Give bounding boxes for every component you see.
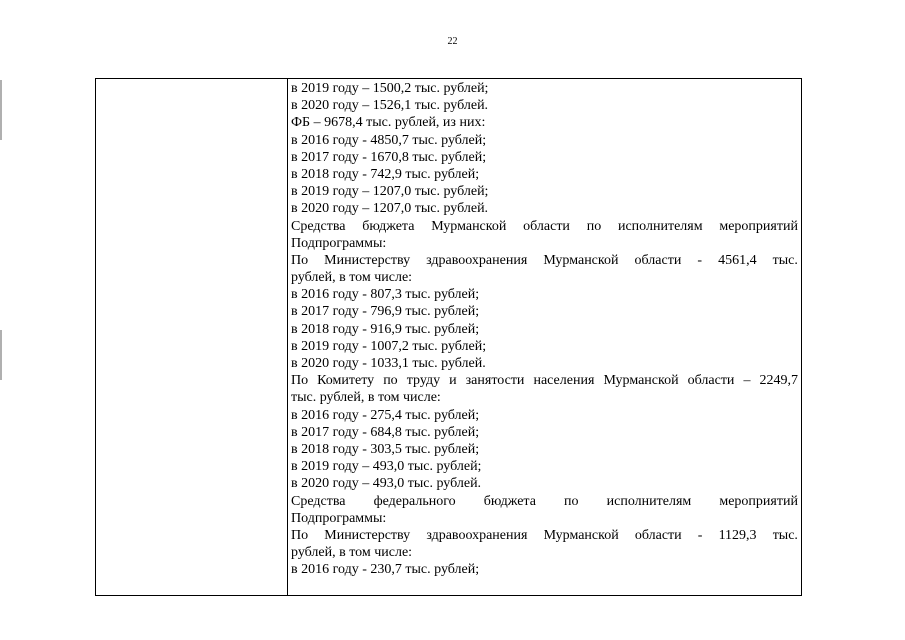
text-word: исполнителям xyxy=(606,493,692,509)
text-word: Мурманской xyxy=(431,218,507,234)
text-line: в 2019 году – 1500,2 тыс. рублей; xyxy=(291,81,489,96)
text-word: Средства xyxy=(291,493,346,509)
text-line: в 2018 году - 742,9 тыс. рублей; xyxy=(291,166,480,182)
text-line: в 2020 году – 1207,0 тыс. рублей. xyxy=(291,201,489,217)
text-word: по xyxy=(383,373,398,389)
text-word: По xyxy=(291,373,309,389)
text-line: в 2017 году - 796,9 тыс. рублей; xyxy=(291,304,480,320)
text-word: мероприятий xyxy=(719,218,798,234)
document-table xyxy=(95,78,802,596)
page-number: 22 xyxy=(447,36,458,47)
text-line xyxy=(291,493,798,510)
text-line: в 2019 году – 493,0 тыс. рублей; xyxy=(291,459,482,475)
text-line xyxy=(291,527,798,544)
text-line: Подпрограммы: xyxy=(291,235,387,251)
text-word: здравоохранения xyxy=(426,252,528,268)
text-word: труду xyxy=(406,373,441,389)
text-line: в 2018 году - 916,9 тыс. рублей; xyxy=(291,321,480,337)
text-word: области xyxy=(687,373,735,389)
text-word: мероприятий xyxy=(719,493,798,509)
text-word: тыс. xyxy=(772,527,798,543)
text-line: в 2020 году - 1033,1 тыс. рублей. xyxy=(291,356,486,371)
table-right-cell xyxy=(288,79,801,595)
text-word: бюджета xyxy=(362,218,415,234)
text-word: области xyxy=(634,252,682,268)
scan-edge-mark xyxy=(0,330,2,380)
text-line: в 2018 году - 303,5 тыс. рублей; xyxy=(291,441,480,457)
text-word: 4561,4 xyxy=(718,252,757,268)
scan-edge-mark xyxy=(0,80,2,140)
text-word: Средства xyxy=(291,218,346,234)
text-line: в 2016 году - 4850,7 тыс. рублей; xyxy=(291,132,487,148)
text-line xyxy=(291,372,798,389)
text-word: по xyxy=(586,218,602,234)
text-word: По xyxy=(291,252,309,268)
text-line xyxy=(291,218,798,235)
text-word: Мурманской xyxy=(543,252,619,268)
text-line: тыс. рублей, в том числе: xyxy=(291,390,441,406)
text-word: 1129,3 xyxy=(718,527,757,543)
text-word: бюджета xyxy=(483,493,536,509)
text-word: исполнителям xyxy=(617,218,703,234)
text-word: здравоохранения xyxy=(426,527,528,543)
text-word: - xyxy=(697,527,703,543)
table-left-cell xyxy=(96,79,288,595)
text-word: федерального xyxy=(373,493,456,509)
text-line: ФБ – 9678,4 тыс. рублей, из них: xyxy=(291,115,486,131)
text-word: Комитету xyxy=(317,373,375,389)
text-line: в 2016 году - 275,4 тыс. рублей; xyxy=(291,407,480,423)
text-line: Подпрограммы: xyxy=(291,510,387,526)
text-word: тыс. xyxy=(772,252,798,268)
text-line: в 2019 году – 1207,0 тыс. рублей; xyxy=(291,184,489,200)
text-line: в 2017 году - 1670,8 тыс. рублей; xyxy=(291,149,487,165)
text-word: - xyxy=(697,252,703,268)
text-word: Министерству xyxy=(324,527,411,543)
text-word: по xyxy=(564,493,579,509)
text-line: в 2020 году – 1526,1 тыс. рублей. xyxy=(291,98,489,114)
text-word: населения xyxy=(533,373,595,389)
text-line: рублей, в том числе: xyxy=(291,270,413,286)
text-word: – xyxy=(743,373,751,389)
text-word: По xyxy=(291,527,309,543)
text-word: и xyxy=(449,373,457,389)
text-word: области xyxy=(523,218,570,234)
text-line: рублей, в том числе: xyxy=(291,545,413,561)
text-word: области xyxy=(634,527,682,543)
text-word: Мурманской xyxy=(603,373,679,389)
text-word: Министерству xyxy=(324,252,411,268)
text-word: Мурманской xyxy=(543,527,619,543)
text-line: в 2020 году – 493,0 тыс. рублей. xyxy=(291,476,482,492)
text-line: в 2016 году - 230,7 тыс. рублей; xyxy=(291,562,480,578)
text-line xyxy=(291,252,798,269)
text-line: в 2019 году - 1007,2 тыс. рублей; xyxy=(291,338,487,354)
text-word: занятости xyxy=(465,373,525,389)
text-word: 2249,7 xyxy=(759,373,798,389)
text-line: в 2016 году - 807,3 тыс. рублей; xyxy=(291,287,480,303)
text-line: в 2017 году - 684,8 тыс. рублей; xyxy=(291,424,480,440)
